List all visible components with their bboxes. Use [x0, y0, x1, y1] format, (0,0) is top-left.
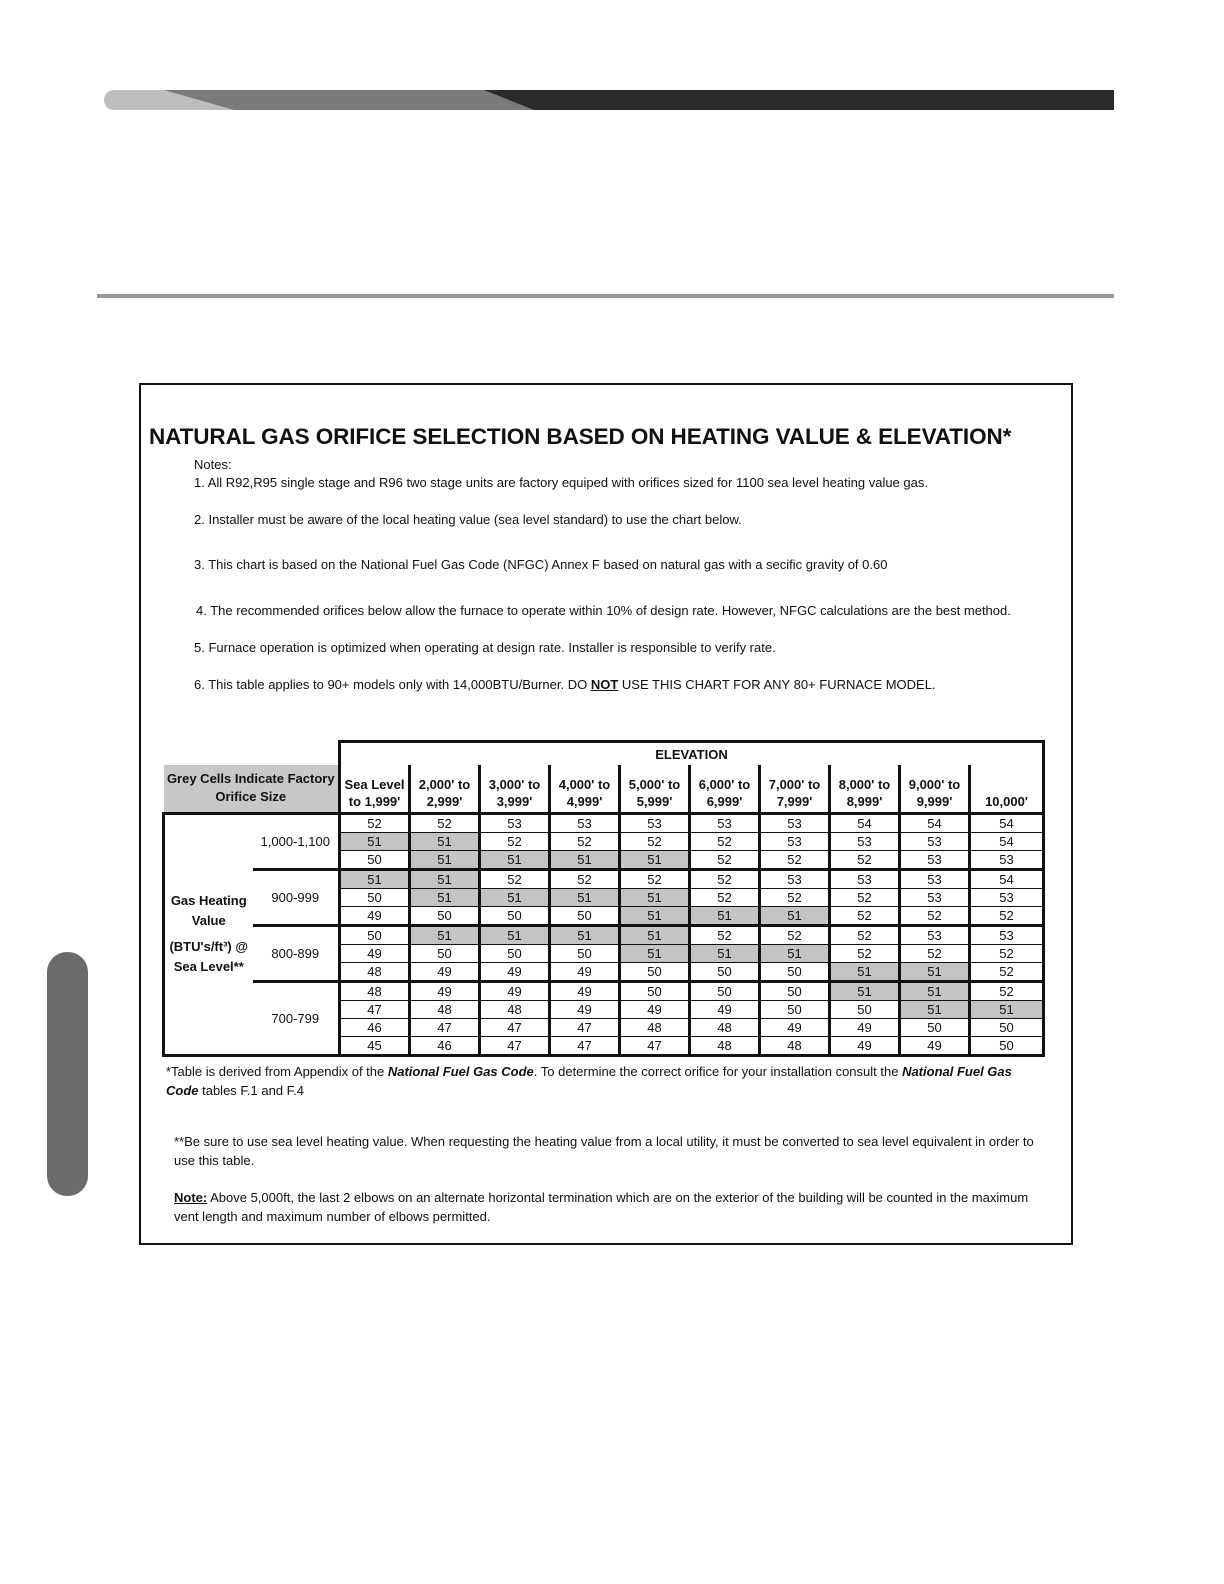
orifice-cell: 54	[830, 813, 900, 832]
note-label: Note:	[174, 1190, 208, 1205]
column-header-line-2: 2,999'	[426, 793, 463, 809]
orifice-cell: 53	[900, 888, 970, 906]
orifice-cell: 54	[900, 813, 970, 832]
column-header-line-2: 8,999'	[846, 793, 883, 809]
orifice-cell: 45	[340, 1036, 410, 1055]
heating-value-range: 900-999	[253, 869, 340, 925]
footnote-sea-level: **Be sure to use sea level heating value. When requesting the heating value from a local utility, it must be converted to sea level equivalent in order to use this table.	[174, 1134, 1034, 1168]
footnote-1-text-c: . To determine the correct orifice for your installation consult the	[533, 1064, 903, 1079]
orifice-cell: 47	[410, 1018, 480, 1036]
page-title: NATURAL GAS ORIFICE SELECTION BASED ON HEATING VALUE & ELEVATION*	[149, 424, 1012, 449]
orifice-cell: 48	[760, 1036, 830, 1055]
orifice-cell-factory: 51	[760, 906, 830, 925]
elevation-header: ELEVATION	[340, 742, 1044, 766]
orifice-cell-factory: 51	[410, 850, 480, 869]
orifice-cell: 47	[550, 1018, 620, 1036]
orifice-cell: 49	[410, 981, 480, 1000]
orifice-cell: 52	[550, 832, 620, 850]
table-row	[164, 925, 1044, 944]
orifice-cell: 52	[760, 925, 830, 944]
orifice-cell: 52	[690, 850, 760, 869]
section-rule	[97, 294, 1114, 298]
orifice-cell: 54	[970, 832, 1044, 850]
orifice-cell: 53	[480, 813, 550, 832]
footnote-1-text-a: *Table is derived from Appendix of the	[166, 1064, 388, 1079]
column-header-line-1: Sea Level	[344, 776, 405, 792]
elevation-column-header	[970, 765, 1044, 813]
orifice-cell-factory: 51	[690, 906, 760, 925]
note-5: 5. Furnace operation is optimized when operating at design rate. Installer is responsible to verify rate.	[194, 640, 776, 655]
column-header-line-1: 9,000' to	[908, 776, 961, 792]
orifice-cell: 50	[830, 1000, 900, 1018]
orifice-cell: 52	[410, 813, 480, 832]
elevation-column-header	[410, 765, 480, 813]
orifice-cell: 53	[690, 813, 760, 832]
column-header-line-2: to 1,999'	[348, 793, 401, 809]
orifice-cell: 48	[690, 1018, 760, 1036]
orifice-cell-factory: 51	[690, 944, 760, 962]
orifice-cell: 53	[760, 832, 830, 850]
orifice-cell: 48	[620, 1018, 690, 1036]
gas-heating-value-line: Value	[191, 913, 226, 928]
orifice-cell-factory: 51	[900, 981, 970, 1000]
orifice-cell: 46	[340, 1018, 410, 1036]
footnote-1-code-name-2: National Fuel Gas Code	[166, 1064, 1012, 1098]
legend-cell: Grey Cells Indicate Factory Orifice Size	[164, 765, 340, 813]
orifice-cell: 48	[690, 1036, 760, 1055]
orifice-cell: 52	[900, 944, 970, 962]
column-header-line-2: 4,999'	[566, 793, 603, 809]
orifice-cell: 53	[970, 925, 1044, 944]
table-row	[164, 869, 1044, 888]
orifice-cell-factory: 51	[760, 944, 830, 962]
column-header-line-1: 4,000' to	[558, 776, 611, 792]
column-header-line-1: 7,000' to	[768, 776, 821, 792]
heating-value-range: 1,000-1,100	[253, 813, 340, 869]
note-text: Above 5,000ft, the last 2 elbows on an alternate horizontal termination which are on the exterior of the building will be counted in the maximum vent length and maximum number of elbows permitted.	[174, 1190, 1029, 1224]
side-tab	[47, 952, 88, 1196]
orifice-cell: 49	[340, 906, 410, 925]
orifice-cell-factory: 51	[620, 906, 690, 925]
orifice-cell: 54	[970, 869, 1044, 888]
orifice-cell: 52	[620, 832, 690, 850]
orifice-cell: 47	[480, 1036, 550, 1055]
orifice-cell: 52	[900, 906, 970, 925]
orifice-cell: 50	[480, 944, 550, 962]
orifice-cell: 50	[620, 981, 690, 1000]
orifice-cell: 48	[410, 1000, 480, 1018]
orifice-cell: 49	[900, 1036, 970, 1055]
orifice-cell-factory: 51	[410, 869, 480, 888]
column-header-line-2: 6,999'	[706, 793, 743, 809]
orifice-cell-factory: 51	[620, 850, 690, 869]
orifice-cell: 50	[760, 962, 830, 981]
orifice-cell: 49	[760, 1018, 830, 1036]
gas-heating-value-line: (BTU's/ft³) @	[169, 939, 249, 954]
orifice-cell: 50	[340, 888, 410, 906]
note-3: 3. This chart is based on the National Fuel Gas Code (NFGC) Annex F based on natural gas with a secific gravity of 0.60	[194, 557, 888, 572]
orifice-cell: 50	[970, 1036, 1044, 1055]
orifice-cell: 49	[480, 962, 550, 981]
orifice-cell-factory: 51	[410, 925, 480, 944]
column-header-line-1: 3,000' to	[488, 776, 541, 792]
column-header-line-1: 5,000' to	[628, 776, 681, 792]
elevation-column-header	[620, 765, 690, 813]
gas-heating-value-label	[164, 813, 253, 1055]
orifice-cell: 53	[550, 813, 620, 832]
note-6	[194, 677, 936, 692]
orifice-cell-factory: 51	[900, 962, 970, 981]
orifice-cell: 50	[620, 962, 690, 981]
orifice-cell: 50	[690, 962, 760, 981]
orifice-cell-factory: 51	[900, 1000, 970, 1018]
orifice-cell: 52	[690, 925, 760, 944]
header-band	[104, 86, 1114, 112]
gas-heating-value-line: Gas Heating	[170, 893, 247, 908]
footnote-table-source	[166, 1062, 1046, 1100]
orifice-cell: 52	[760, 888, 830, 906]
orifice-cell: 49	[480, 981, 550, 1000]
orifice-cell-factory: 51	[620, 925, 690, 944]
orifice-cell: 46	[410, 1036, 480, 1055]
orifice-cell: 49	[340, 944, 410, 962]
orifice-cell: 52	[690, 869, 760, 888]
orifice-cell: 50	[340, 925, 410, 944]
table-row	[164, 813, 1044, 832]
orifice-cell: 52	[830, 850, 900, 869]
column-header-line-2: 9,999'	[916, 793, 953, 809]
orifice-cell: 49	[550, 981, 620, 1000]
orifice-cell: 53	[620, 813, 690, 832]
orifice-cell: 52	[970, 981, 1044, 1000]
orifice-cell-factory: 51	[340, 869, 410, 888]
orifice-cell: 52	[690, 832, 760, 850]
orifice-cell: 50	[760, 981, 830, 1000]
elevation-column-header	[550, 765, 620, 813]
orifice-cell-factory: 51	[550, 888, 620, 906]
orifice-cell: 47	[620, 1036, 690, 1055]
footnote-elbows	[174, 1188, 1054, 1226]
column-header-line-1	[971, 776, 1042, 793]
orifice-cell: 50	[970, 1018, 1044, 1036]
orifice-cell: 54	[970, 813, 1044, 832]
column-header-line-2: 5,999'	[636, 793, 673, 809]
heating-value-range: 800-899	[253, 925, 340, 981]
orifice-cell: 50	[340, 850, 410, 869]
orifice-cell-factory: 51	[830, 962, 900, 981]
orifice-cell: 52	[480, 869, 550, 888]
orifice-cell: 49	[830, 1036, 900, 1055]
gas-heating-value-line: Sea Level**	[173, 959, 244, 974]
note-1: 1. All R92,R95 single stage and R96 two stage units are factory equiped with orifices sized for 1100 sea level heating value gas.	[194, 475, 928, 490]
orifice-cell: 53	[900, 925, 970, 944]
orifice-cell: 50	[550, 944, 620, 962]
elevation-column-header	[480, 765, 550, 813]
orifice-cell-factory: 51	[340, 832, 410, 850]
orifice-cell-factory: 51	[550, 850, 620, 869]
orifice-cell: 50	[760, 1000, 830, 1018]
orifice-cell: 49	[690, 1000, 760, 1018]
orifice-cell: 50	[550, 906, 620, 925]
orifice-cell-factory: 51	[480, 850, 550, 869]
elevation-column-header	[830, 765, 900, 813]
orifice-cell: 53	[760, 813, 830, 832]
orifice-cell: 53	[830, 869, 900, 888]
footnote-1-code-name-1: National Fuel Gas Code	[387, 1064, 534, 1079]
orifice-cell: 50	[480, 906, 550, 925]
table-row	[164, 981, 1044, 1000]
orifice-cell-factory: 51	[550, 925, 620, 944]
orifice-cell: 52	[830, 888, 900, 906]
orifice-cell: 52	[550, 869, 620, 888]
orifice-cell: 52	[830, 944, 900, 962]
orifice-cell: 49	[620, 1000, 690, 1018]
orifice-cell: 50	[410, 906, 480, 925]
orifice-table	[162, 740, 1045, 1057]
elevation-column-header	[340, 765, 410, 813]
column-header-line-2: 7,999'	[776, 793, 813, 809]
orifice-cell-factory: 51	[620, 944, 690, 962]
orifice-cell: 48	[340, 981, 410, 1000]
heating-value-range: 700-799	[253, 981, 340, 1055]
orifice-cell: 52	[970, 962, 1044, 981]
orifice-cell-factory: 51	[480, 888, 550, 906]
orifice-cell: 52	[620, 869, 690, 888]
orifice-cell: 53	[900, 832, 970, 850]
orifice-cell: 52	[830, 906, 900, 925]
orifice-cell: 49	[830, 1018, 900, 1036]
orifice-cell: 47	[340, 1000, 410, 1018]
column-header-line-1: 2,000' to	[418, 776, 471, 792]
orifice-cell: 53	[970, 888, 1044, 906]
orifice-cell: 52	[340, 813, 410, 832]
note-6-suffix: USE THIS CHART FOR ANY 80+ FURNACE MODEL.	[618, 677, 936, 692]
orifice-cell: 52	[970, 906, 1044, 925]
orifice-cell-factory: 51	[410, 832, 480, 850]
orifice-cell-factory: 51	[410, 888, 480, 906]
orifice-cell: 49	[550, 1000, 620, 1018]
note-6-prefix: 6. This table applies to 90+ models only with 14,000BTU/Burner. DO	[194, 677, 591, 692]
orifice-cell: 52	[970, 944, 1044, 962]
orifice-cell: 50	[900, 1018, 970, 1036]
column-header-line-1: 6,000' to	[698, 776, 751, 792]
orifice-cell: 48	[480, 1000, 550, 1018]
orifice-cell: 52	[760, 850, 830, 869]
orifice-cell-factory: 51	[970, 1000, 1044, 1018]
note-6-emphasis: NOT	[590, 677, 619, 692]
orifice-cell: 47	[550, 1036, 620, 1055]
column-header-line-2: 3,999'	[496, 793, 533, 809]
orifice-cell: 53	[830, 832, 900, 850]
orifice-cell: 53	[900, 869, 970, 888]
orifice-cell: 50	[410, 944, 480, 962]
orifice-cell: 53	[970, 850, 1044, 869]
notes-label: Notes:	[194, 457, 232, 472]
orifice-cell: 52	[480, 832, 550, 850]
note-4: 4. The recommended orifices below allow the furnace to operate within 10% of design rate. However, NFGC calculations are the best method.	[196, 603, 1011, 618]
elevation-column-header	[760, 765, 830, 813]
orifice-cell-factory: 51	[830, 981, 900, 1000]
orifice-cell: 49	[550, 962, 620, 981]
column-header-line-1: 8,000' to	[838, 776, 891, 792]
orifice-cell: 47	[480, 1018, 550, 1036]
orifice-cell: 53	[900, 850, 970, 869]
orifice-cell: 49	[410, 962, 480, 981]
orifice-cell: 52	[830, 925, 900, 944]
footnote-1-text-e: tables F.1 and F.4	[198, 1083, 305, 1098]
orifice-cell: 52	[690, 888, 760, 906]
note-2: 2. Installer must be aware of the local heating value (sea level standard) to use the chart below.	[194, 512, 742, 527]
orifice-cell-factory: 51	[620, 888, 690, 906]
orifice-cell-factory: 51	[480, 925, 550, 944]
orifice-cell: 53	[760, 869, 830, 888]
orifice-cell: 48	[340, 962, 410, 981]
elevation-column-header	[900, 765, 970, 813]
elevation-column-header	[690, 765, 760, 813]
column-header-line-2: 10,000'	[985, 793, 1028, 809]
orifice-cell: 50	[690, 981, 760, 1000]
